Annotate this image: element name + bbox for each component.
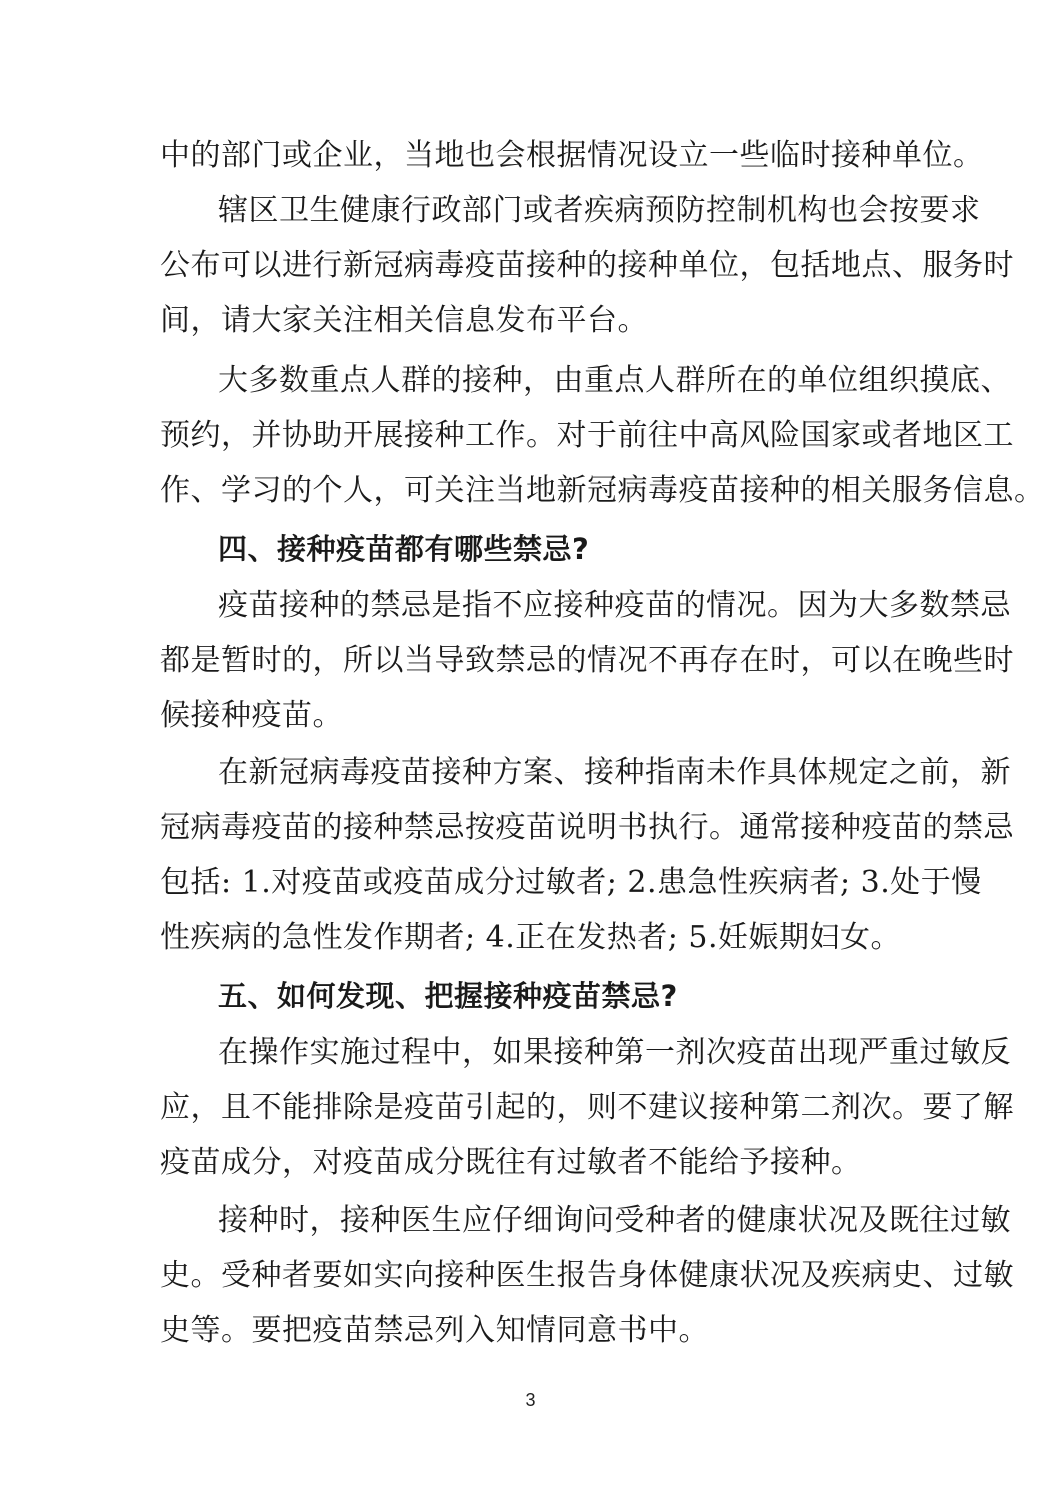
- paragraph-line: 史等。要把疫苗禁忌列入知情同意书中。: [160, 1313, 709, 1348]
- paragraph-line: 中的部门或企业，当地也会根据情况设立一些临时接种单位。: [160, 138, 984, 173]
- section-heading: 四、接种疫苗都有哪些禁忌?: [218, 532, 590, 566]
- paragraph-line: 包括: 1.对疫苗或疫苗成分过敏者; 2.患急性疾病者; 3.处于慢: [160, 865, 982, 900]
- paragraph-line: 作、学习的个人，可关注当地新冠病毒疫苗接种的相关服务信息。: [160, 473, 1045, 508]
- paragraph-line: 在操作实施过程中，如果接种第一剂次疫苗出现严重过敏反: [218, 1035, 1011, 1070]
- paragraph-line: 候接种疫苗。: [160, 698, 343, 733]
- paragraph-line: 大多数重点人群的接种，由重点人群所在的单位组织摸底、: [218, 363, 1011, 398]
- paragraph-line: 预约，并协助开展接种工作。对于前往中高风险国家或者地区工: [160, 418, 1014, 453]
- paragraph-line: 疫苗接种的禁忌是指不应接种疫苗的情况。因为大多数禁忌: [218, 588, 1011, 623]
- paragraph-line: 史。受种者要如实向接种医生报告身体健康状况及疾病史、过敏: [160, 1258, 1014, 1293]
- section-heading: 五、如何发现、把握接种疫苗禁忌?: [218, 979, 678, 1013]
- paragraph-line: 在新冠病毒疫苗接种方案、接种指南未作具体规定之前，新: [218, 755, 1011, 790]
- paragraph-line: 辖区卫生健康行政部门或者疾病预防控制机构也会按要求: [218, 193, 981, 228]
- paragraph-line: 冠病毒疫苗的接种禁忌按疫苗说明书执行。通常接种疫苗的禁忌: [160, 810, 1014, 845]
- paragraph-line: 接种时，接种医生应仔细询问受种者的健康状况及既往过敏: [218, 1203, 1011, 1238]
- paragraph-line: 性疾病的急性发作期者; 4.正在发热者; 5.妊娠期妇女。: [160, 920, 902, 955]
- paragraph-line: 公布可以进行新冠病毒疫苗接种的接种单位，包括地点、服务时: [160, 248, 1014, 283]
- paragraph-line: 疫苗成分，对疫苗成分既往有过敏者不能给予接种。: [160, 1145, 862, 1180]
- paragraph-line: 间，请大家关注相关信息发布平台。: [160, 303, 648, 338]
- paragraph-line: 应，且不能排除是疫苗引起的，则不建议接种第二剂次。要了解: [160, 1090, 1014, 1125]
- page-number: 3: [525, 1390, 536, 1410]
- paragraph-line: 都是暂时的，所以当导致禁忌的情况不再存在时，可以在晚些时: [160, 643, 1014, 678]
